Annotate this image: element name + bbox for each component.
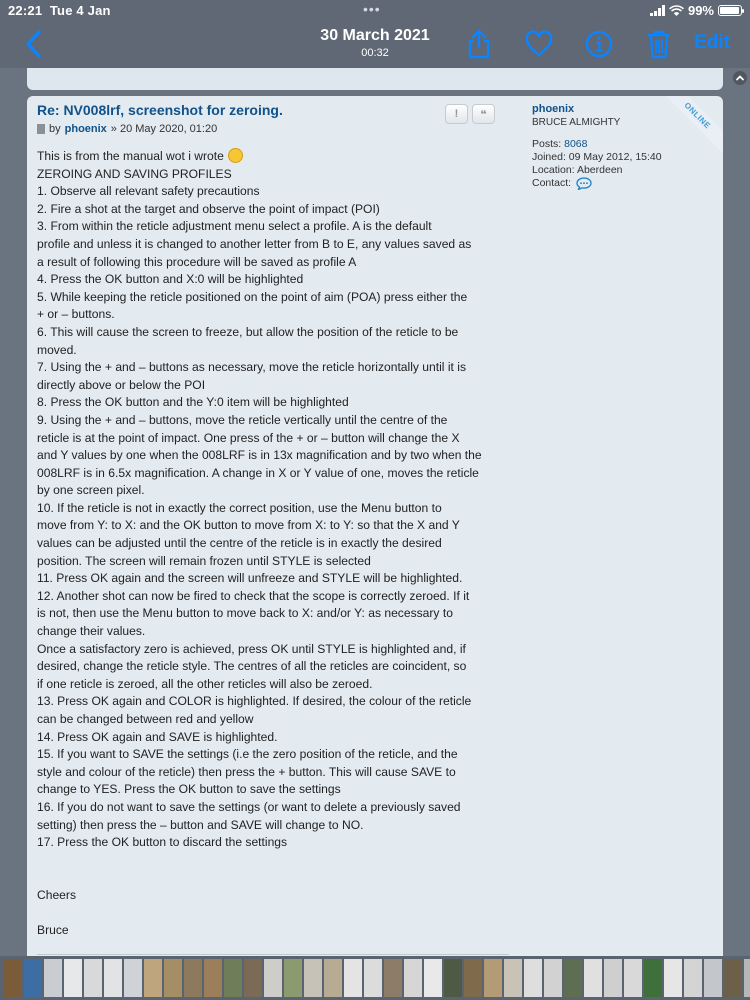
post-body-line: move from Y: to X: and the OK button to move from X: to Y: so that the X and Y: [37, 518, 460, 533]
post-body-line: if one reticle is zeroed, all the other reticles will also be zeroed.: [37, 676, 373, 691]
photo-thumbnail[interactable]: [644, 959, 662, 997]
photo-thumbnail[interactable]: [524, 959, 542, 997]
thumbnail-strip: [0, 956, 750, 1000]
post-body-line: by one screen pixel.: [37, 483, 145, 498]
post-body-line: 1. Observe all relevant safety precautions: [37, 184, 260, 199]
post-body-line: 17. Press the OK button to discard the settings: [37, 835, 288, 850]
heart-icon[interactable]: [524, 28, 554, 60]
photo-thumbnail[interactable]: [64, 959, 82, 997]
post-body-line: values can be adjusted until the centre of the reticle is in exactly the desired: [37, 536, 442, 551]
post-body-line: Once a satisfactory zero is achieved, press OK until STYLE is highlighted and, if: [37, 641, 466, 656]
post-body-line: This is from the manual wot i wrote: [37, 149, 224, 163]
nav-subtitle: 00:32: [361, 47, 389, 59]
photo-thumbnail[interactable]: [364, 959, 382, 997]
post-body-line: 16. If you do not want to save the settings (or want to delete a previously saved: [37, 799, 461, 814]
status-time: 22:21 Tue 4 Jan: [8, 3, 111, 18]
author-profile: [532, 103, 722, 190]
photo-thumbnail[interactable]: [544, 959, 562, 997]
photo-thumbnail[interactable]: [504, 959, 522, 997]
status-indicators: [650, 3, 742, 18]
photo-thumbnail[interactable]: [664, 959, 682, 997]
post-body: [37, 148, 522, 852]
photo-thumbnail[interactable]: [24, 959, 42, 997]
post-body-line: a result of following this procedure will be saved as profile A: [37, 254, 357, 269]
post-body-line: + or – buttons.: [37, 307, 115, 322]
post-body-line: reticle is at the point of impact. One press of the + or – button will change the X: [37, 430, 460, 445]
post-body-line: style and colour of the reticle) then press the + button. This will cause SAVE to: [37, 764, 456, 779]
status-bar: [0, 0, 750, 22]
photo-thumbnail[interactable]: [444, 959, 462, 997]
share-icon[interactable]: [464, 28, 494, 60]
info-icon[interactable]: [584, 28, 614, 60]
post-body-line: 6. This will cause the screen to freeze, but allow the position of the reticle to be: [37, 324, 459, 339]
post-body-line: 8. Press the OK button and the Y:0 item will be highlighted: [37, 395, 349, 410]
photo-thumbnail[interactable]: [564, 959, 582, 997]
profile-joined: Joined: 09 May 2012, 15:40: [532, 151, 662, 163]
post-body-line: 3. From within the reticle adjustment menu select a profile. A is the default: [37, 219, 432, 234]
battery-percent: 99%: [687, 3, 714, 18]
wifi-icon: [669, 5, 684, 16]
post-body-line: directly above or below the POI: [37, 377, 206, 392]
post-body-line: moved.: [37, 342, 77, 357]
profile-location: Location: Aberdeen: [532, 164, 623, 176]
photo-thumbnail[interactable]: [684, 959, 702, 997]
posts-count-link[interactable]: 8068: [564, 138, 588, 150]
post-date: » 20 May 2020, 01:20: [110, 123, 218, 135]
post-body-line: 7. Using the + and – buttons as necessary, move the reticle horizontally until it is: [37, 360, 466, 375]
signoff-line: Bruce: [37, 923, 69, 937]
post-body-line: 2. Fire a shot at the target and observe the point of impact (POI): [37, 201, 380, 216]
photo-thumbnail[interactable]: [484, 959, 502, 997]
post-body-line: 15. If you want to SAVE the settings (i.e the zero position of the reticle, and the: [37, 747, 458, 762]
post-author-link[interactable]: phoenix: [64, 123, 107, 135]
photo-thumbnail[interactable]: [724, 959, 742, 997]
post-body-line: 4. Press the OK button and X:0 will be highlighted: [37, 272, 304, 287]
post-body-line: 008LRF is in 6.5x magnification. A change in X or Y value of one, moves the reticle: [37, 465, 479, 480]
post-body-line: and Y values by one when the 008LRF is in 13x magnification and by two when the: [37, 448, 482, 463]
photo-thumbnail[interactable]: [404, 959, 422, 997]
photo-thumbnail[interactable]: [304, 959, 322, 997]
profile-contact: Contact:: [532, 177, 722, 190]
previous-post-panel: [27, 68, 723, 90]
post-body-line: can be changed between red and yellow: [37, 712, 254, 726]
post-body-line: 9. Using the + and – buttons, move the reticle vertically until the centre of the: [37, 412, 448, 427]
profile-posts: Posts: 8068: [532, 138, 588, 150]
post-body-line: is not, then use the Menu button to move back to X: and/or Y: as necessary to: [37, 606, 453, 621]
photo-thumbnail[interactable]: [584, 959, 602, 997]
photo-thumbnail[interactable]: [464, 959, 482, 997]
report-button[interactable]: !: [445, 104, 468, 124]
meta-by: by: [49, 123, 61, 135]
photo-thumbnail[interactable]: [384, 959, 402, 997]
post-body-line: ZEROING AND SAVING PROFILES: [37, 166, 232, 181]
post-body-line: 5. While keeping the reticle positioned on the point of aim (POA) press either the: [37, 289, 468, 304]
photo-thumbnail[interactable]: [184, 959, 202, 997]
post-body-line: change to YES. Press the OK button to save the settings: [37, 782, 341, 797]
post-body-line: 13. Press OK again and COLOR is highlighted. If desired, the colour of the reticle: [37, 694, 472, 709]
cellular-signal-icon: [650, 5, 665, 16]
post-body-line: position. The screen will remain frozen until STYLE is selected: [37, 553, 371, 568]
profile-username[interactable]: phoenix: [532, 103, 575, 115]
photo-thumbnail[interactable]: [624, 959, 642, 997]
post-title[interactable]: Re: NV008lrf, screenshot for zeroing.: [37, 102, 283, 118]
photo-thumbnail[interactable]: [204, 959, 222, 997]
photo-thumbnail[interactable]: [344, 959, 362, 997]
photo-thumbnail[interactable]: [264, 959, 282, 997]
quote-button[interactable]: ❝: [472, 104, 495, 124]
trash-icon[interactable]: [644, 28, 674, 60]
photo-thumbnail[interactable]: [284, 959, 302, 997]
photo-thumbnail[interactable]: [104, 959, 122, 997]
post-meta: [37, 123, 217, 135]
photo-thumbnail[interactable]: [744, 959, 750, 997]
post-divider: [37, 954, 509, 955]
post-body-line: 11. Press OK again and the screen will unfreeze and STYLE will be highlighted.: [37, 571, 463, 586]
multitasking-dots[interactable]: •••: [363, 1, 381, 17]
post-body-line: change their values.: [37, 624, 146, 639]
post-body-line: desired, change the reticle style. The centres of all the reticles are coincident, so: [37, 659, 467, 674]
edit-button[interactable]: Edit: [694, 32, 730, 53]
post-body-line: 12. Another shot can now be fired to check that the scope is correctly zeroed. If it: [37, 588, 470, 603]
photo-thumbnail[interactable]: [124, 959, 142, 997]
photo-thumbnail[interactable]: [4, 959, 22, 997]
photo-thumbnail[interactable]: [164, 959, 182, 997]
post-body-line: profile and unless it is changed to another letter from B to E, any values saved as: [37, 236, 472, 251]
contact-speech-bubble-icon[interactable]: [576, 177, 592, 190]
post-doc-icon: [37, 124, 45, 134]
online-ribbon: ONLINE: [657, 96, 723, 156]
navigation-bar: [0, 22, 750, 68]
nav-title: 30 March 2021: [320, 27, 430, 44]
smiley-emoji-icon: [228, 148, 243, 163]
post-signoff: [37, 886, 76, 956]
photo-thumbnail[interactable]: [224, 959, 242, 997]
photo-thumbnail[interactable]: [324, 959, 342, 997]
photo-thumbnail[interactable]: [604, 959, 622, 997]
post-body-line: 14. Press OK again and SAVE is highlighted.: [37, 729, 278, 744]
battery-icon: [718, 5, 742, 16]
signoff-line: Cheers: [37, 888, 76, 902]
forum-post: [27, 96, 723, 956]
photo-thumbnail[interactable]: [244, 959, 262, 997]
post-body-line: 10. If the reticle is not in exactly the correct position, use the Menu button to: [37, 500, 442, 515]
scroll-to-top-icon[interactable]: [733, 71, 747, 85]
photo-thumbnail[interactable]: [44, 959, 62, 997]
photo-thumbnail[interactable]: [424, 959, 442, 997]
profile-rank: BRUCE ALMIGHTY: [532, 117, 621, 128]
thumbnail-list: [4, 959, 750, 997]
screenshot-content: [0, 68, 750, 956]
photo-thumbnail[interactable]: [144, 959, 162, 997]
photo-thumbnail[interactable]: [84, 959, 102, 997]
post-body-line: setting) then press the – button and SAVE will change to NO.: [37, 817, 364, 832]
photo-thumbnail[interactable]: [704, 959, 722, 997]
